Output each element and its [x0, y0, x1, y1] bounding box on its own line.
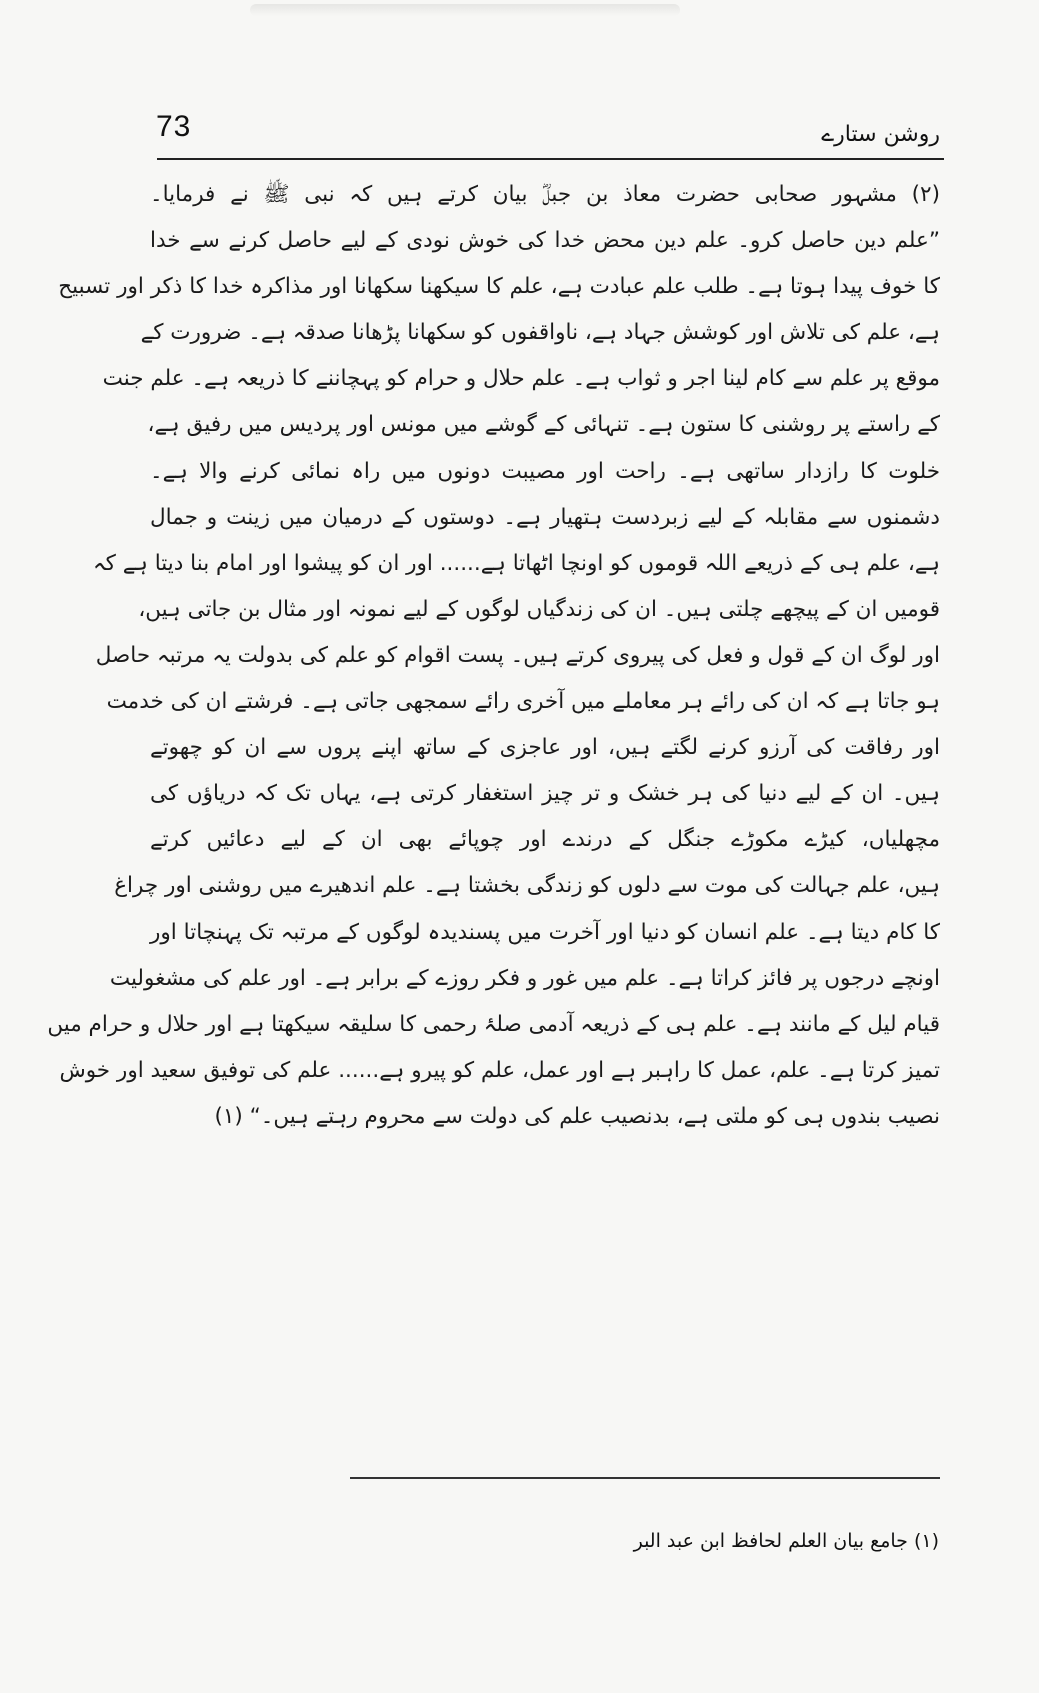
text-line: اور لوگ ان کے قول و فعل کی پیروی کرتے ہیں۔ پست اقوام کو علم کی بدولت یہ مرتبہ حاصل — [95, 642, 940, 668]
text-line: ”علم دین حاصل کرو۔ علم دین محض خدا کی خوش نودی کے لیے حاصل کرنے سے خدا — [150, 228, 940, 254]
body-text — [47, 172, 940, 1140]
text-line: موقع پر علم سے کام لینا اجر و ثواب ہے۔ علم حلال و حرام کو پہچاننے کا ذریعہ ہے۔ علم جنت — [102, 366, 940, 392]
running-title: روشن ستارے — [821, 122, 940, 147]
page-number: 73 — [156, 110, 192, 143]
text-line: نصیب بندوں ہی کو ملتی ہے، بدنصیب علم کی دولت سے محروم رہتے ہیں۔“ (۱) — [214, 1103, 940, 1129]
text-line: اور رفاقت کی آرزو کرنے لگتے ہیں، اور عاجزی کے ساتھ اپنے پروں سے ان کو چھوتے — [150, 735, 940, 761]
text-line: کا کام دیتا ہے۔ علم انسان کو دنیا اور آخرت میں پسندیدہ لوگوں کے مرتبہ تک پہنچاتا اور — [150, 919, 940, 945]
text-line: اونچے درجوں پر فائز کراتا ہے۔ علم میں غور و فکر روزے کے برابر ہے۔ اور علم کی مشغولیت — [109, 965, 940, 991]
text-line: کے راستے پر روشنی کا ستون ہے۔ تنہائی کے گوشے میں مونس اور پردیس میں رفیق ہے، — [147, 412, 940, 438]
text-line: کا خوف پیدا ہوتا ہے۔ طلب علم عبادت ہے، علم کا سیکھنا سکھانا اور مذاکرہ خدا کا ذکر اور تسبیح — [58, 274, 940, 300]
text-line: قیام لیل کے مانند ہے۔ علم ہی کے ذریعہ آدمی صلۂ رحمی کا سلیقہ سیکھتا ہے اور حلال و حرام میں — [47, 1011, 940, 1037]
text-line: ہیں، علم جہالت کی موت سے دلوں کو زندگی بخشتا ہے۔ علم اندھیرے میں روشنی اور چراغ — [114, 873, 940, 899]
text-line: (۲) مشہور صحابی حضرت معاذ بن جبلؓ بیان کرتے ہیں کہ نبی ﷺ نے فرمایا۔ — [150, 182, 940, 207]
page-header — [140, 100, 940, 160]
footnote-rule — [350, 1477, 940, 1479]
header-rule — [157, 158, 944, 160]
footnote: (۱) جامع بیان العلم لحافظ ابن عبد البر — [633, 1530, 939, 1552]
text-line: ہے، علم کی تلاش اور کوشش جہاد ہے، ناواقفوں کو سکھانا پڑھانا صدقہ ہے۔ ضرورت کے — [140, 320, 940, 346]
text-line: ہو جاتا ہے کہ ان کی رائے ہر معاملے میں آخری رائے سمجھی جاتی ہے۔ فرشتے ان کی خدمت — [106, 689, 940, 715]
text-line: ہیں۔ ان کے لیے دنیا کی ہر خشک و تر چیز استغفار کرتی ہے، یہاں تک کہ دریاؤں کی — [150, 781, 940, 807]
text-line: خلوت کا رازدار ساتھی ہے۔ راحت اور مصیبت دونوں میں راہ نمائی کرنے والا ہے۔ — [150, 458, 940, 484]
scan-smudge — [250, 4, 680, 16]
text-line: تمیز کرتا ہے۔ علم، عمل کا راہبر ہے اور عمل، علم کو پیرو ہے...... علم کی توفیق سعید اور خوش — [59, 1057, 940, 1083]
text-line: مچھلیاں، کیڑے مکوڑے جنگل کے درندے اور چوپائے بھی ان کے لیے دعائیں کرتے — [150, 827, 940, 853]
text-line: ہے، علم ہی کے ذریعے اللہ قوموں کو اونچا اٹھاتا ہے...... اور ان کو پیشوا اور امام بنا دیتا ہے کہ — [93, 550, 940, 576]
text-line: دشمنوں سے مقابلہ کے لیے زبردست ہتھیار ہے۔ دوستوں کے درمیان میں زینت و جمال — [150, 504, 940, 530]
text-line: قومیں ان کے پیچھے چلتی ہیں۔ ان کی زندگیاں لوگوں کے لیے نمونہ اور مثال بن جاتی ہیں، — [138, 596, 940, 622]
